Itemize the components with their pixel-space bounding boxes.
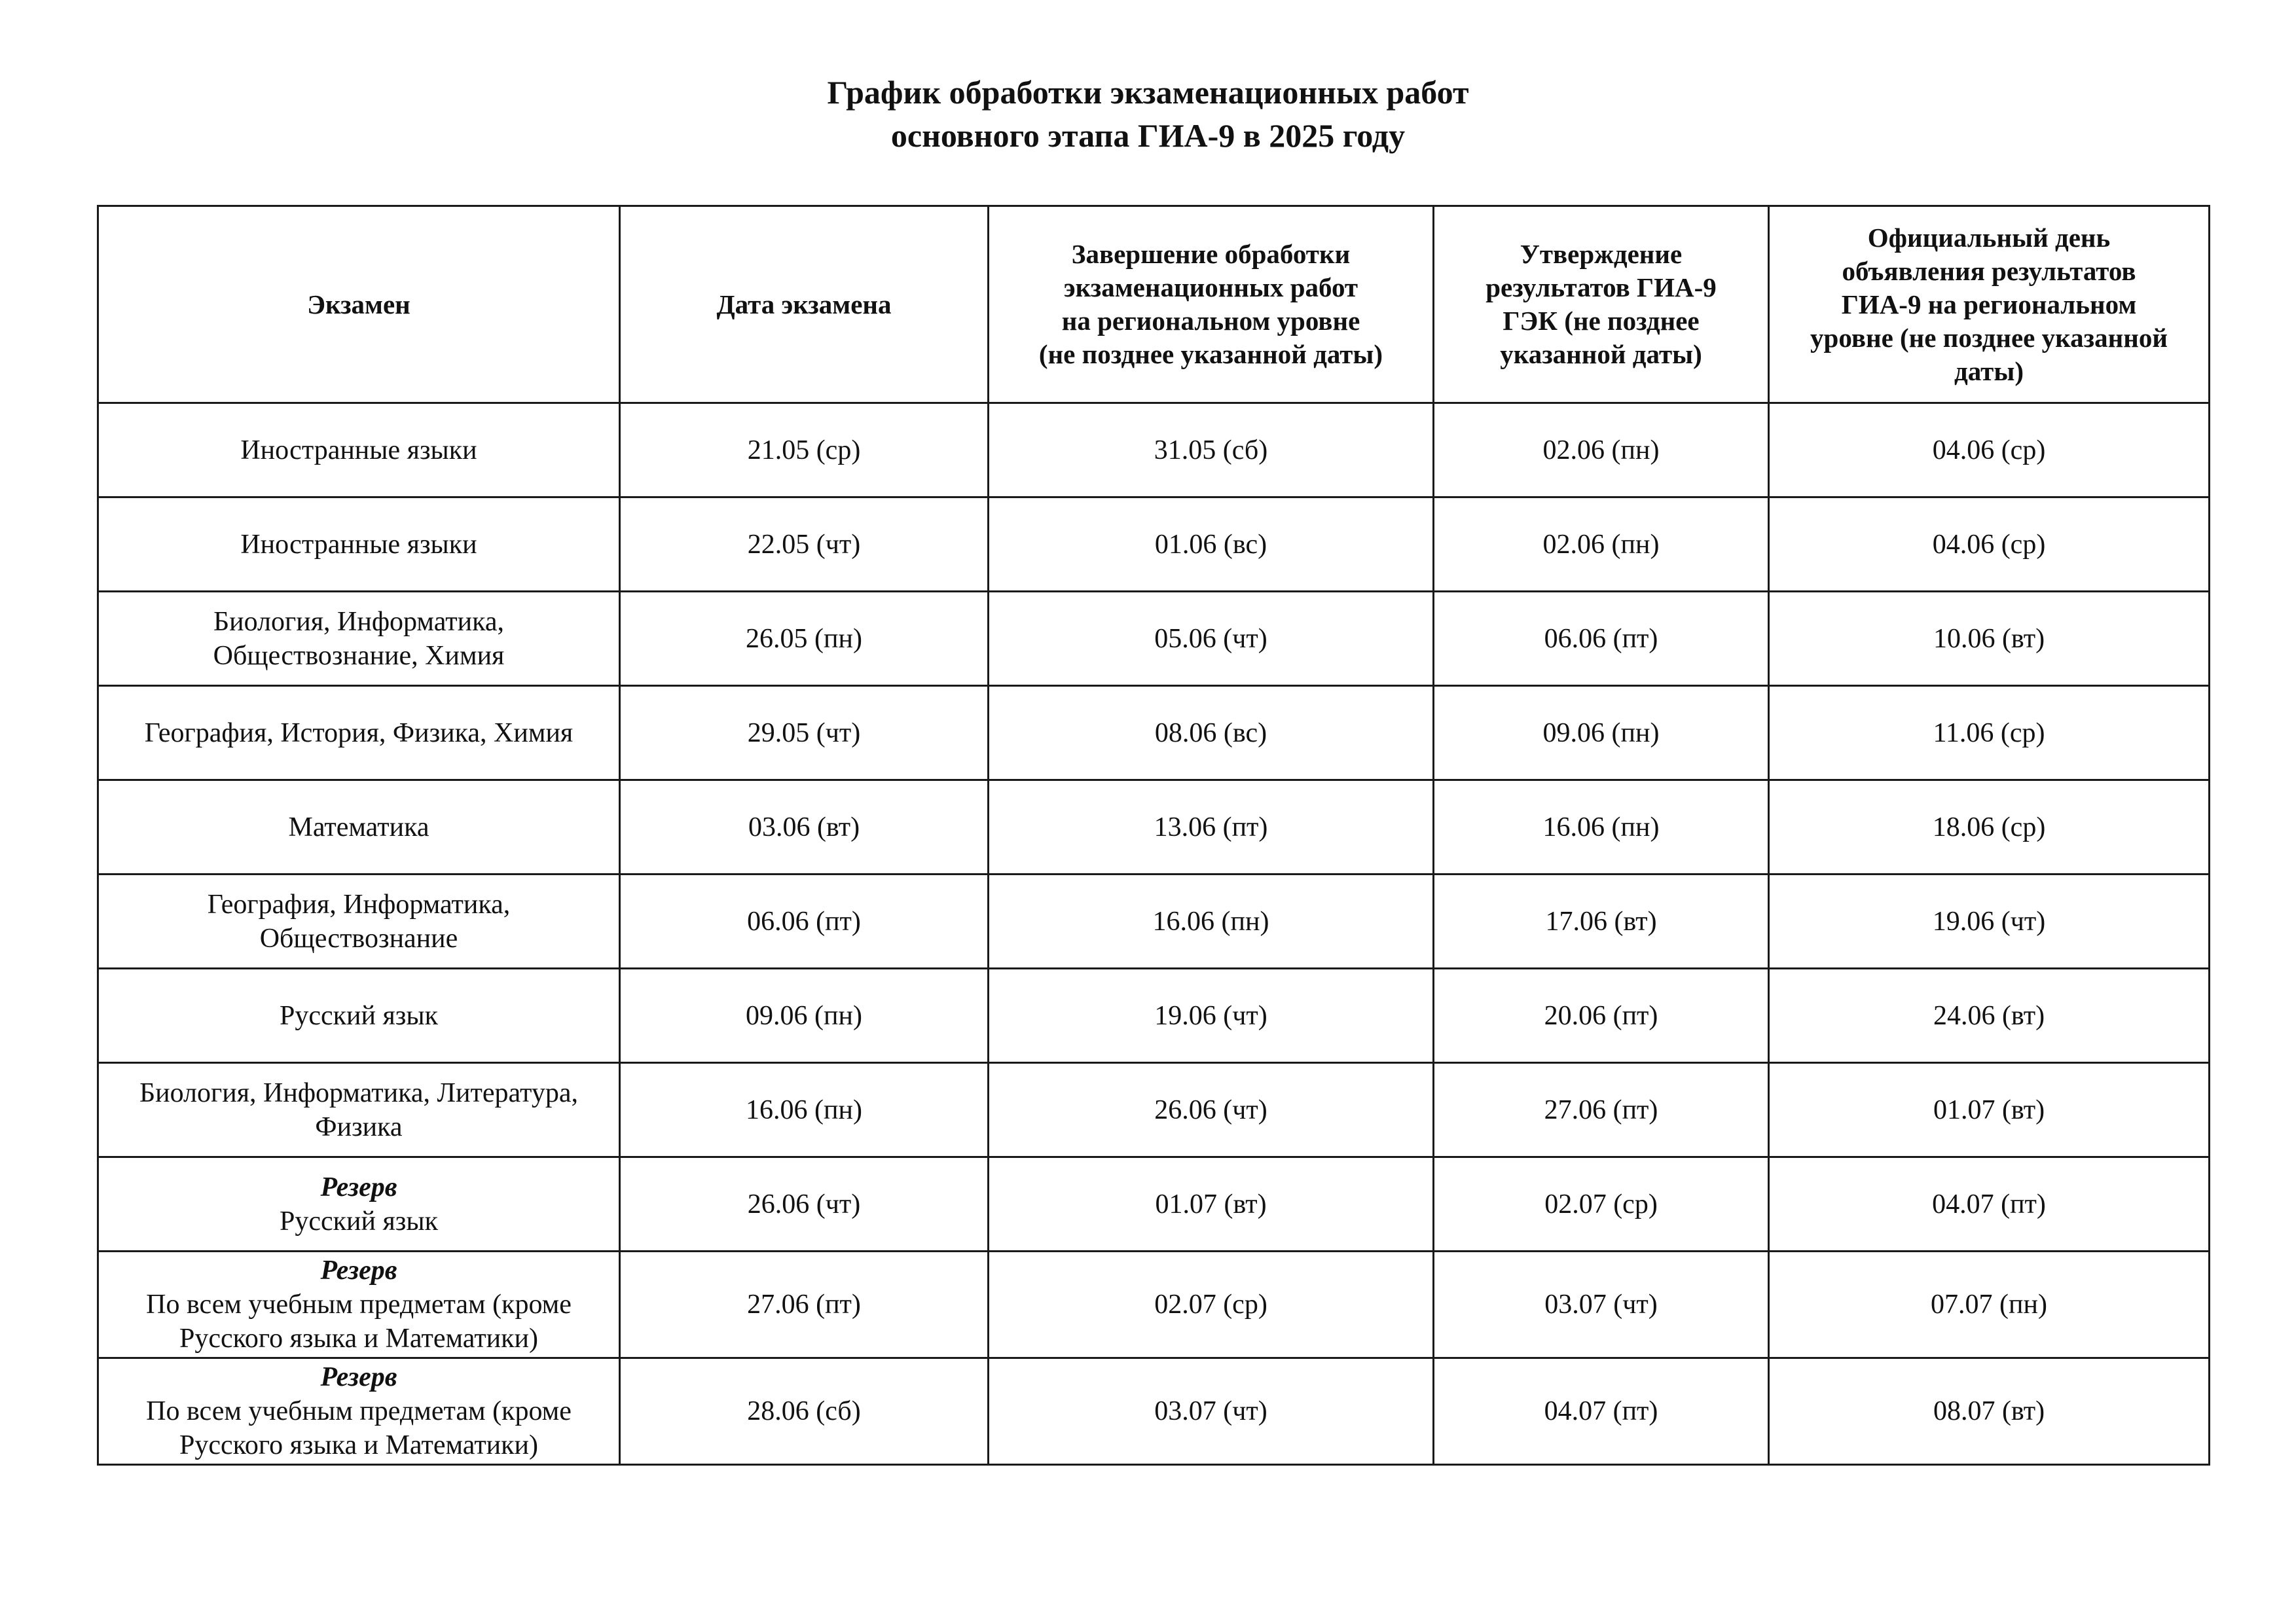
cell-processing: 19.06 (чт) <box>989 969 1434 1063</box>
cell-approval: 02.06 (пн) <box>1434 497 1769 592</box>
reserve-label: Резерв <box>320 1362 397 1392</box>
cell-exam <box>98 780 620 875</box>
table-header-row <box>98 206 2210 403</box>
exam-subjects: По всем учебным предметам (кроме <box>146 1290 572 1320</box>
exam-subjects: Биология, Информатика, <box>213 606 504 637</box>
cell-processing: 01.06 (вс) <box>989 497 1434 592</box>
exam-subjects: География, Информатика, <box>207 889 511 920</box>
cell-processing: 03.07 (чт) <box>989 1358 1434 1465</box>
title-line-1: График обработки экзаменационных работ <box>827 74 1469 111</box>
header-processing-deadline <box>989 206 1434 403</box>
cell-processing: 16.06 (пн) <box>989 875 1434 969</box>
cell-exam <box>98 1252 620 1358</box>
exam-subjects: Физика <box>315 1111 403 1142</box>
cell-approval: 04.07 (пт) <box>1434 1358 1769 1465</box>
reserve-label: Резерв <box>320 1172 397 1202</box>
cell-exam <box>98 1157 620 1252</box>
table-row <box>98 1252 2210 1358</box>
cell-exam <box>98 497 620 592</box>
table-row <box>98 403 2210 497</box>
cell-approval: 02.06 (пн) <box>1434 403 1769 497</box>
exam-subjects: Иностранные языки <box>240 529 477 560</box>
cell-processing: 01.07 (вт) <box>989 1157 1434 1252</box>
header-exam <box>98 206 620 403</box>
cell-exam <box>98 875 620 969</box>
title-line-2: основного этапа ГИА-9 в 2025 году <box>890 117 1406 154</box>
cell-exam-date: 29.05 (чт) <box>620 686 989 780</box>
cell-approval: 02.07 (ср) <box>1434 1157 1769 1252</box>
header-approval-line: результатов ГИА-9 <box>1485 272 1717 302</box>
table-row <box>98 1157 2210 1252</box>
header-approval-deadline <box>1434 206 1769 403</box>
cell-approval: 16.06 (пн) <box>1434 780 1769 875</box>
table-row <box>98 780 2210 875</box>
cell-announcement: 24.06 (вт) <box>1769 969 2210 1063</box>
cell-processing: 26.06 (чт) <box>989 1063 1434 1157</box>
exam-subjects: Русского языка и Математики) <box>179 1430 539 1460</box>
exam-subjects: По всем учебным предметам (кроме <box>146 1396 572 1426</box>
cell-announcement: 04.07 (пт) <box>1769 1157 2210 1252</box>
cell-announcement: 04.06 (ср) <box>1769 497 2210 592</box>
cell-exam-date: 09.06 (пн) <box>620 969 989 1063</box>
exam-subjects: География, История, Физика, Химия <box>144 717 574 748</box>
cell-processing: 05.06 (чт) <box>989 592 1434 686</box>
header-announcement-day <box>1769 206 2210 403</box>
header-announcement-line: даты) <box>1954 355 2024 386</box>
cell-exam <box>98 1358 620 1465</box>
cell-exam <box>98 686 620 780</box>
exam-subjects: Математика <box>288 812 429 842</box>
exam-schedule-table <box>97 205 2210 1466</box>
exam-subjects: Обществознание <box>259 923 458 954</box>
cell-exam-date: 26.05 (пн) <box>620 592 989 686</box>
document-title <box>0 71 2296 157</box>
header-announcement-line: Официальный день <box>1867 222 2111 253</box>
cell-announcement: 18.06 (ср) <box>1769 780 2210 875</box>
cell-approval: 09.06 (пн) <box>1434 686 1769 780</box>
header-exam-date-label: Дата экзамена <box>716 289 892 319</box>
reserve-label: Резерв <box>320 1255 397 1286</box>
exam-subjects: Обществознание, Химия <box>213 640 505 671</box>
cell-announcement: 19.06 (чт) <box>1769 875 2210 969</box>
cell-exam <box>98 592 620 686</box>
cell-exam <box>98 1063 620 1157</box>
exam-subjects: Биология, Информатика, Литература, <box>139 1077 578 1108</box>
cell-exam-date: 21.05 (ср) <box>620 403 989 497</box>
cell-processing: 31.05 (сб) <box>989 403 1434 497</box>
cell-announcement: 01.07 (вт) <box>1769 1063 2210 1157</box>
cell-approval: 03.07 (чт) <box>1434 1252 1769 1358</box>
cell-approval: 20.06 (пт) <box>1434 969 1769 1063</box>
header-approval-line: ГЭК (не позднее <box>1503 306 1700 336</box>
header-processing-line: экзаменационных работ <box>1063 272 1358 302</box>
table-row <box>98 1358 2210 1465</box>
header-processing-line: (не позднее указанной даты) <box>1038 339 1383 369</box>
table-row <box>98 497 2210 592</box>
header-exam-label: Экзамен <box>307 289 410 319</box>
cell-exam-date: 28.06 (сб) <box>620 1358 989 1465</box>
header-announcement-line: ГИА-9 на региональном <box>1841 289 2137 319</box>
cell-exam-date: 06.06 (пт) <box>620 875 989 969</box>
cell-announcement: 04.06 (ср) <box>1769 403 2210 497</box>
cell-exam-date: 27.06 (пт) <box>620 1252 989 1358</box>
cell-exam-date: 03.06 (вт) <box>620 780 989 875</box>
cell-exam-date: 26.06 (чт) <box>620 1157 989 1252</box>
cell-processing: 08.06 (вс) <box>989 686 1434 780</box>
header-announcement-line: уровне (не позднее указанной <box>1810 322 2168 353</box>
header-approval-line: Утверждение <box>1520 239 1683 269</box>
header-approval-line: указанной даты) <box>1500 339 1702 369</box>
cell-exam <box>98 969 620 1063</box>
exam-subjects: Русский язык <box>279 1206 439 1236</box>
cell-announcement: 07.07 (пн) <box>1769 1252 2210 1358</box>
cell-exam-date: 22.05 (чт) <box>620 497 989 592</box>
header-processing-line: Завершение обработки <box>1071 239 1351 269</box>
exam-subjects: Русского языка и Математики) <box>179 1324 539 1354</box>
exam-subjects: Русский язык <box>279 1000 439 1031</box>
cell-announcement: 11.06 (ср) <box>1769 686 2210 780</box>
cell-exam-date: 16.06 (пн) <box>620 1063 989 1157</box>
table-row <box>98 969 2210 1063</box>
cell-approval: 27.06 (пт) <box>1434 1063 1769 1157</box>
cell-approval: 06.06 (пт) <box>1434 592 1769 686</box>
table-row <box>98 592 2210 686</box>
header-processing-line: на региональном уровне <box>1061 306 1360 336</box>
table-row <box>98 1063 2210 1157</box>
table-row <box>98 686 2210 780</box>
header-exam-date <box>620 206 989 403</box>
cell-processing: 02.07 (ср) <box>989 1252 1434 1358</box>
cell-announcement: 10.06 (вт) <box>1769 592 2210 686</box>
table-row <box>98 875 2210 969</box>
cell-processing: 13.06 (пт) <box>989 780 1434 875</box>
cell-approval: 17.06 (вт) <box>1434 875 1769 969</box>
header-announcement-line: объявления результатов <box>1842 255 2136 286</box>
cell-exam <box>98 403 620 497</box>
exam-subjects: Иностранные языки <box>240 435 477 465</box>
cell-announcement: 08.07 (вт) <box>1769 1358 2210 1465</box>
